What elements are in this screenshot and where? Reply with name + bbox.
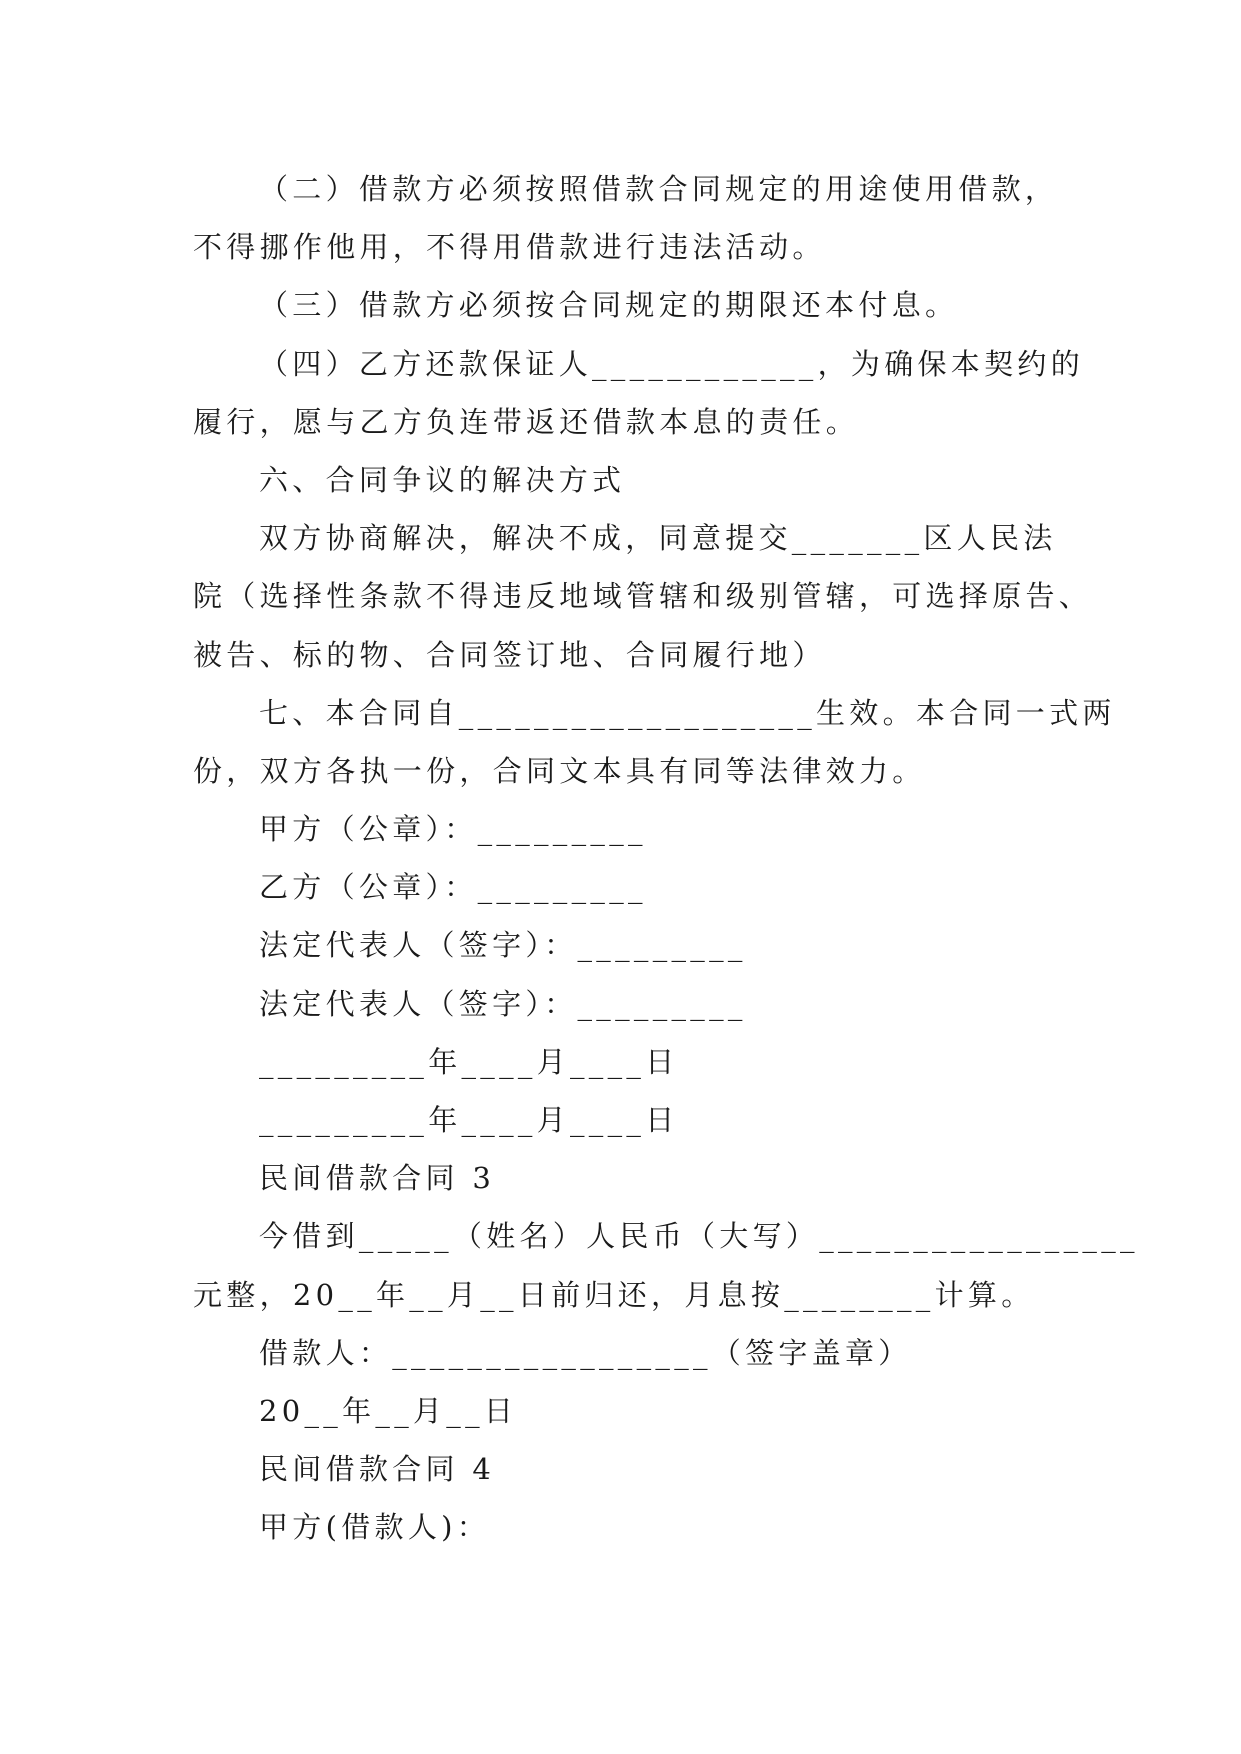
document-body [193, 160, 1139, 1557]
date-line: 20__年__月__日 [259, 1393, 518, 1428]
section-heading: 民间借款合同 3 [259, 1161, 496, 1196]
section-heading: 六、合同争议的解决方式 [259, 462, 626, 497]
text-line: 不得挪作他用，不得用借款进行违法活动。 [193, 230, 826, 265]
date-line: _________年____月____日 [259, 1044, 679, 1079]
signature-line: 法定代表人（签字）：_________ [259, 928, 747, 963]
text-line: 份，双方各执一份，合同文本具有同等法律效力。 [193, 753, 926, 788]
signature-line: 乙方（公章）：_________ [259, 870, 647, 905]
text-line: 履行，愿与乙方负连带返还借款本息的责任。 [193, 404, 860, 439]
text-line: 七、本合同自___________________生效。本合同一式两 [259, 695, 1116, 730]
date-line: _________年____月____日 [259, 1103, 679, 1137]
text-line: 双方协商解决，解决不成，同意提交_______区人民法 [259, 521, 1057, 556]
text-line: 今借到_____（姓名）人民币（大写）_________________ [259, 1219, 1139, 1254]
text-line: 被告、标的物、合同签订地、合同履行地） [193, 637, 826, 672]
text-line: （三）借款方必须按合同规定的期限还本付息。 [259, 288, 959, 323]
text-line: 元整，20__年__月__日前归还，月息按________计算。 [193, 1277, 1035, 1312]
text-line: （四）乙方还款保证人____________，为确保本契约的 [259, 346, 1085, 381]
signature-line: 法定代表人（签字）：_________ [259, 986, 747, 1021]
signature-line: 甲方（公章）：_________ [259, 812, 647, 847]
text-line: （二）借款方必须按照借款合同规定的用途使用借款， [259, 172, 1059, 206]
text-line: 院（选择性条款不得违反地域管辖和级别管辖，可选择原告、 [193, 579, 1093, 614]
text-line: 甲方(借款人)： [259, 1510, 491, 1545]
section-heading: 民间借款合同 4 [259, 1452, 496, 1487]
signature-line: 借款人：_________________（签字盖章） [259, 1335, 912, 1370]
